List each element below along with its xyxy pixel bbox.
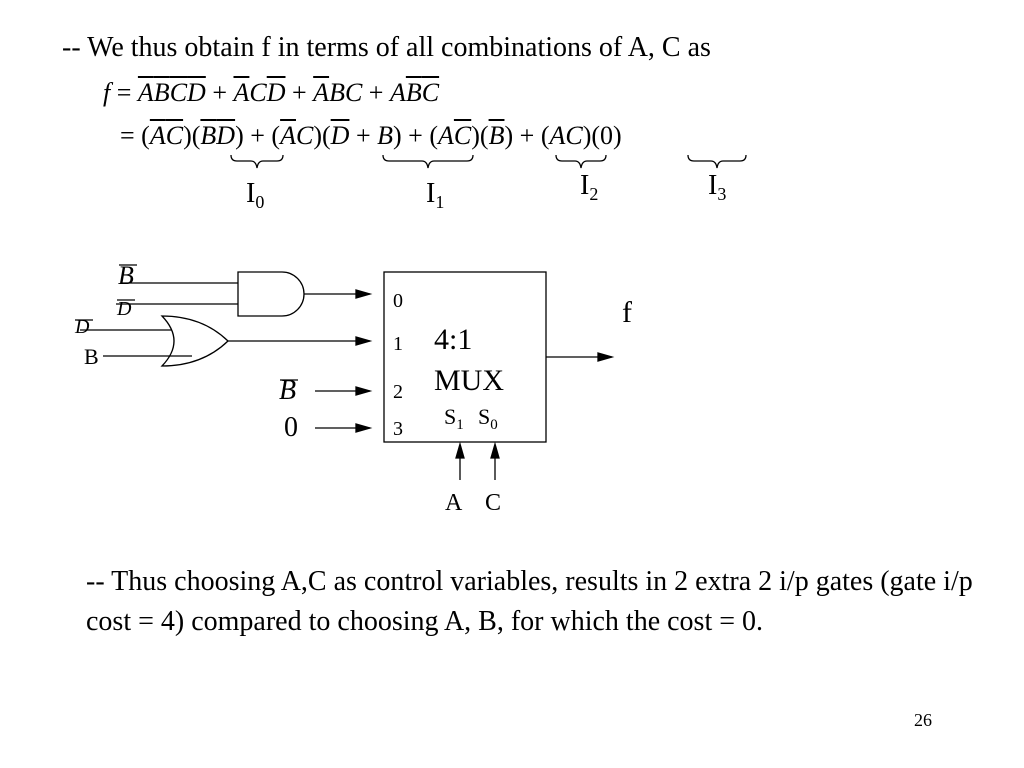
pin-2-input-label: B [279, 375, 297, 406]
output-arrow [598, 353, 612, 361]
mux-pin-0: 0 [393, 290, 403, 312]
eq-plus: + [292, 78, 307, 107]
page-number: 26 [914, 710, 932, 730]
eq-equals: = [116, 78, 132, 107]
eq-plus: + [212, 78, 227, 107]
or-input-label-b: B [84, 344, 99, 369]
or-gate [162, 316, 228, 366]
arrow-to-pin-2 [356, 387, 370, 395]
arrow-to-pin-0 [356, 290, 370, 298]
pin-3-input-label: 0 [284, 412, 298, 443]
and-gate [238, 272, 304, 316]
mux-pin-2: 2 [393, 381, 403, 403]
select-label-s1: $S_1$ [444, 404, 464, 433]
mux-pin-3: 3 [393, 418, 403, 440]
eq-lhs: f [103, 78, 111, 107]
brace-I0 [231, 155, 283, 168]
brace-I1 [383, 155, 473, 168]
output-label-f: f [622, 296, 632, 329]
eq-term-4: $A\overline{B}\overline{C}$ [389, 78, 440, 107]
brace-label-I2: $I_2$ [580, 170, 599, 204]
and-input-label-d: D [117, 298, 132, 320]
brace-label-I1: $I_1$ [426, 178, 445, 212]
intro-text: -- We thus obtain f in terms of all combinations of A, C as [62, 32, 711, 63]
conclusion-text: -- Thus choosing A,C as control variables, results in 2 extra 2 i/p gates (gate i/p cost = 4) compared to choosing A, B, for which the cost = 0. [86, 566, 973, 637]
mux-box [384, 272, 546, 442]
brace-label-I0: $I_0$ [246, 178, 265, 212]
equation-line-2: = $(\overline{A}\overline{C})(\overline{B}\overline{D}) + (\overline{A}C)(\overline{D} + B) + (A\overline{C})(\overline{B}) + (AC)(0)$ [120, 121, 622, 150]
and-input-label-b: B [118, 261, 134, 290]
select-input-c: C [485, 490, 502, 516]
eq2-prefix: = [120, 121, 135, 150]
eq-term-3: $\overline{A}BC$ [313, 78, 363, 107]
select-input-a: A [445, 490, 463, 516]
eq-term-1: $\overline{A}\overline{B}\overline{C}\overline{D}$ [137, 78, 206, 107]
mux-title-name: MUX [434, 364, 505, 397]
select-label-s0: $S_0$ [478, 404, 498, 433]
or-input-label-d: D [75, 316, 90, 338]
brace-I2 [556, 155, 606, 168]
select-arrow-a [456, 444, 464, 458]
mux-title-ratio: 4:1 [434, 323, 473, 356]
brace-label-I3: $I_3$ [708, 170, 727, 204]
brace-I3 [688, 155, 746, 168]
arrow-to-pin-1 [356, 337, 370, 345]
eq-plus: + [368, 78, 384, 107]
mux-pin-1: 1 [393, 333, 403, 355]
arrow-to-pin-3 [356, 424, 370, 432]
eq-term-2: $\overline{A}C\overline{D}$ [233, 78, 286, 107]
select-arrow-c [491, 444, 499, 458]
